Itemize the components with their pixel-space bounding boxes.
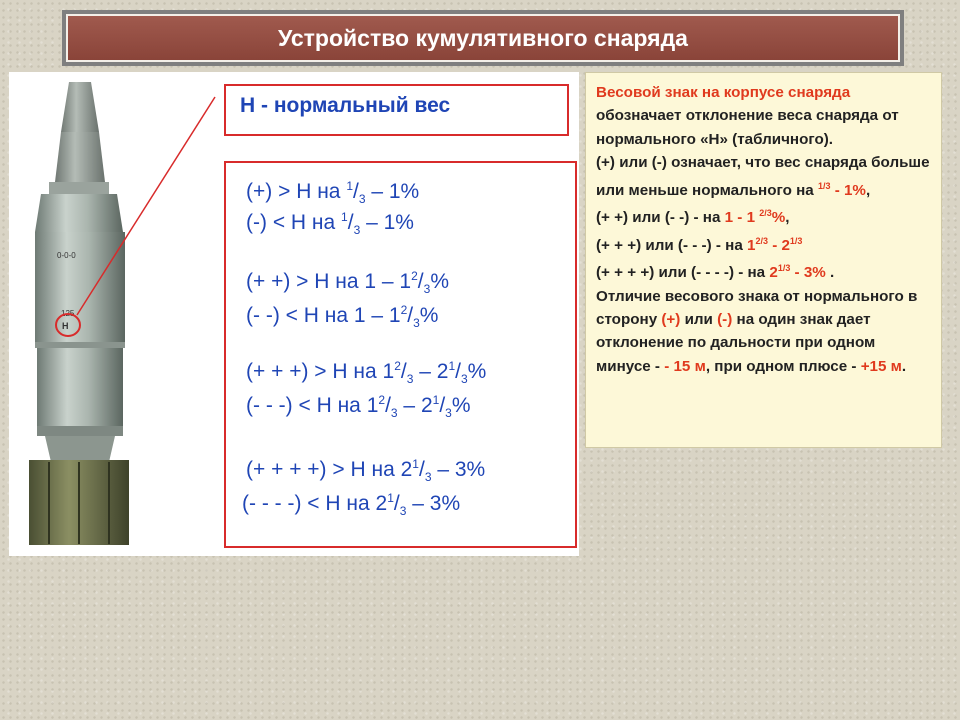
diagram-panel (9, 72, 579, 556)
slide-title: Устройство кумулятивного снаряда (66, 14, 900, 62)
rule-minus-4: (- - - -) < Н на $2^1/_3 - 3\%$ (242, 491, 461, 519)
desc-paragraph-3: (+ +) или (- -) - на 1 - 1 $^{2/3}$%, (596, 208, 790, 227)
desc-paragraph-4: (+ + +) или (- - -) - на $1^{2/3} - 2^{1/3}$ (596, 235, 803, 254)
desc-paragraph-2: (+) или (-) означает, что вес снаряда больше или меньше нормального на $^{1/3}$ - 1%, (596, 154, 930, 199)
rule-plus-4: (+ + + +) > Н на $2^1/_3 - 3\%$ (246, 457, 486, 485)
rule-plus-2: (+ +) > Н на $1 - 1^2/_3\%$ (246, 269, 450, 297)
shell-label-mid: 125 (61, 309, 75, 318)
desc-paragraph-1: Весовой знак на корпусе снаряда обозначает отклонение веса снаряда от нормального «Н» (табличного). (596, 84, 899, 148)
shell-illustration (9, 72, 219, 556)
normal-weight-box: Н - нормальный вес (224, 84, 569, 136)
shell-weight-mark: Н (62, 321, 69, 331)
desc-paragraph-6: Отличие весового знака от нормального в сторону (+) или (-) на один знак дает отклонение по дальности при одном минусе - - 15 м, при одном плюсе - +15 м. (596, 287, 918, 375)
rule-plus-3: (+ + +) > Н на $1^2/_3 - 2^1/_3\%$ (246, 359, 487, 387)
description-panel (585, 72, 942, 448)
rule-minus-2: (- -) < Н на $1 - 1^2/_3\%$ (246, 303, 439, 331)
weight-rules-box (224, 161, 577, 548)
shell-label-top: 0-0-0 (57, 251, 76, 260)
rule-minus-1: (-) < Н на $^1/_3 - 1\%$ (246, 210, 414, 238)
rule-plus-1: (+) > Н на $^1/_3 - 1\%$ (246, 179, 420, 207)
rule-minus-3: (- - -) < Н на $1^2/_3 - 2^1/_3\%$ (246, 393, 471, 421)
desc-paragraph-5: (+ + + +) или (- - - -) - на $2^{1/3} - 3\%$ . (596, 263, 835, 282)
title-bar (62, 10, 904, 66)
